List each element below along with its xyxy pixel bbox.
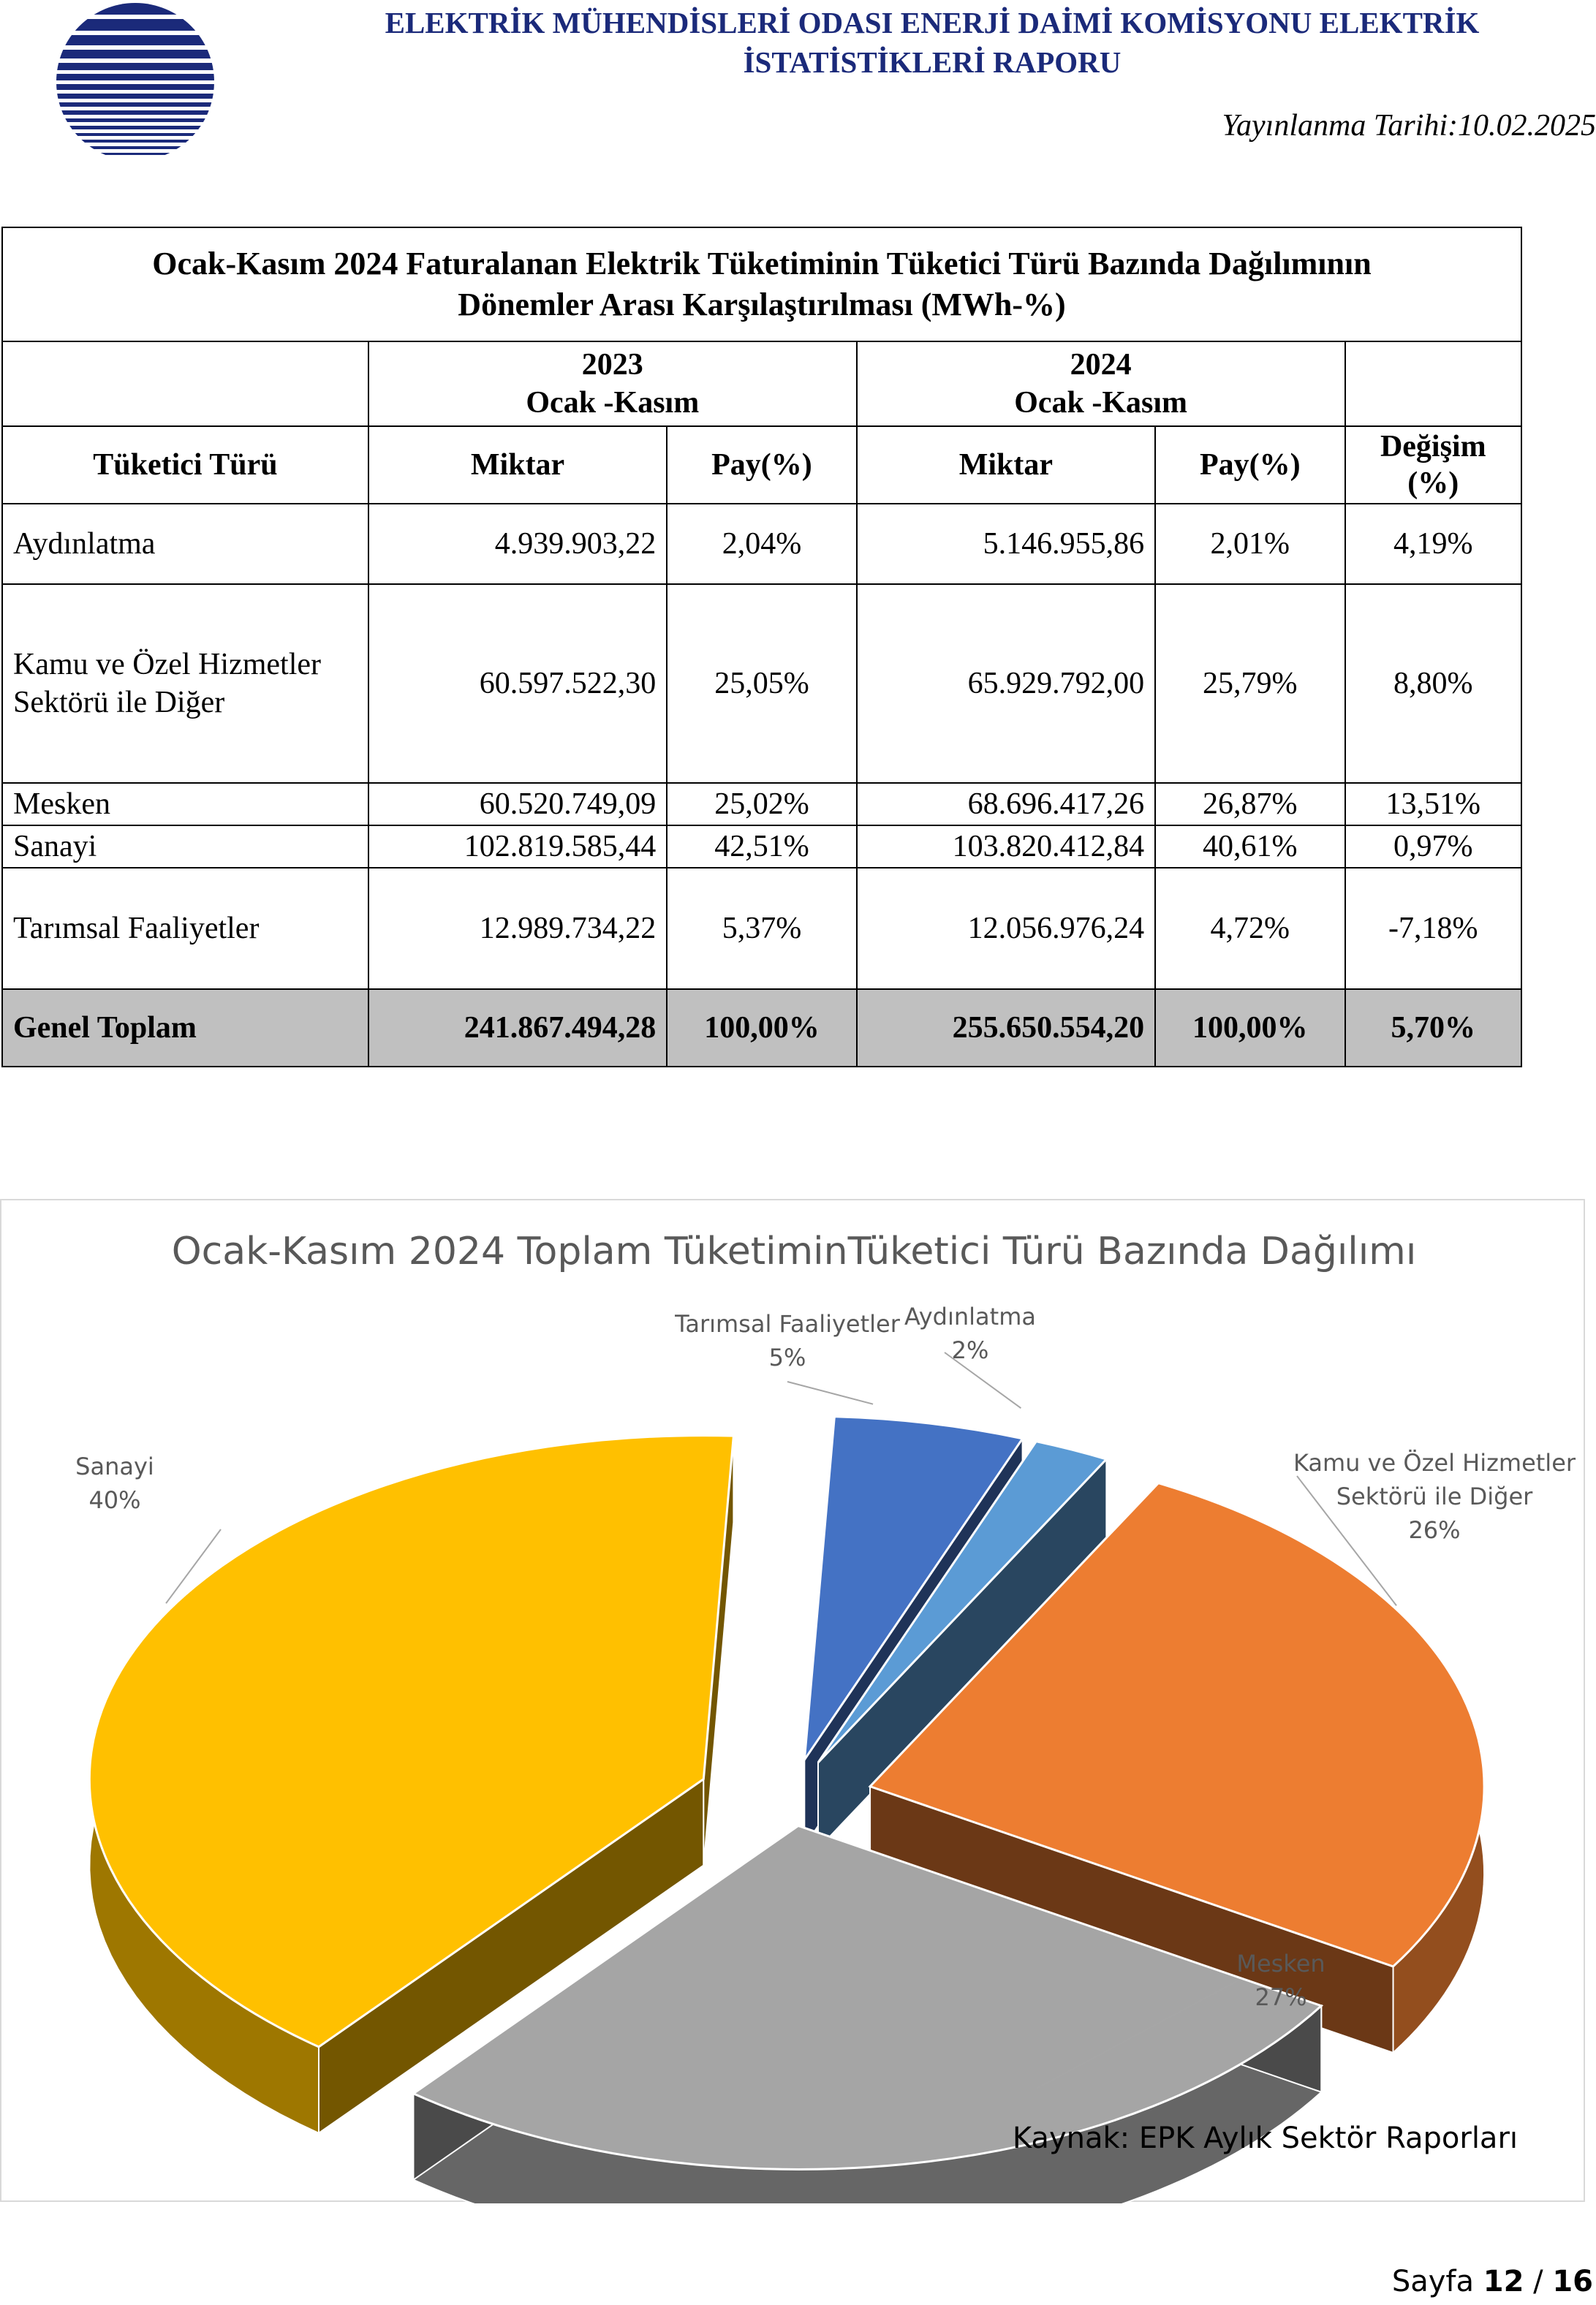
row-share-2023: 2,04%	[667, 504, 856, 584]
pie-chart-svg	[1, 1200, 1586, 2203]
table-row	[2, 825, 1521, 868]
total-change: 5,70%	[1345, 989, 1521, 1067]
row-change: 0,97%	[1345, 825, 1521, 868]
pie-chart	[0, 1199, 1585, 2202]
row-change: 13,51%	[1345, 783, 1521, 825]
row-amount-2023: 60.597.522,30	[368, 584, 667, 783]
pie-slice-label: Mesken	[1236, 1950, 1325, 1977]
row-share-2023: 42,51%	[667, 825, 856, 868]
row-type-line1: Kamu ve Özel Hizmetler	[13, 648, 321, 681]
pie-slice-label: Tarımsal Faaliyetler	[675, 1310, 900, 1338]
row-type-line1: Sanayi	[13, 830, 97, 863]
row-amount-2024: 65.929.792,00	[857, 584, 1155, 783]
emo-logo-icon	[51, 0, 219, 164]
period-2024-range: Ocak -Kasım	[1014, 386, 1188, 420]
row-amount-2024: 5.146.955,86	[857, 504, 1155, 584]
row-type	[2, 783, 368, 825]
row-amount-2024: 12.056.976,24	[857, 868, 1155, 989]
page-separator: /	[1533, 2265, 1543, 2298]
pie-slice-label: 26%	[1408, 1516, 1461, 1544]
chart-source: Kaynak: EPK Aylık Sektör Raporları	[1012, 2122, 1518, 2155]
period-empty-cell	[2, 341, 368, 426]
pie-leader-line	[787, 1382, 873, 1404]
row-change: 4,19%	[1345, 504, 1521, 584]
page-prefix: Sayfa	[1391, 2265, 1475, 2298]
total-amount-2023: 241.867.494,28	[368, 989, 667, 1067]
period-2023-header	[368, 341, 857, 426]
table-row	[2, 868, 1521, 989]
row-share-2023: 5,37%	[667, 868, 856, 989]
row-change: -7,18%	[1345, 868, 1521, 989]
row-share-2024: 40,61%	[1155, 825, 1345, 868]
row-amount-2024: 68.696.417,26	[857, 783, 1155, 825]
table-row	[2, 783, 1521, 825]
col-header-amount-2023: Miktar	[368, 426, 667, 504]
pie-slice-label: Aydınlatma	[904, 1303, 1036, 1331]
row-amount-2023: 4.939.903,22	[368, 504, 667, 584]
pie-slice-label: 40%	[88, 1486, 141, 1514]
table-row	[2, 584, 1521, 783]
total-share-2024: 100,00%	[1155, 989, 1345, 1067]
period-empty-cell-right	[1345, 341, 1521, 426]
row-type	[2, 868, 368, 989]
table-row	[2, 504, 1521, 584]
row-amount-2023: 102.819.585,44	[368, 825, 667, 868]
row-amount-2023: 12.989.734,22	[368, 868, 667, 989]
col-header-change-line2: (%)	[1407, 466, 1459, 500]
table-title-line2: Dönemler Arası Karşılaştırılması (MWh-%)	[458, 287, 1066, 322]
total-amount-2024: 255.650.554,20	[857, 989, 1155, 1067]
pie-slice-label: Sektörü ile Diğer	[1336, 1483, 1533, 1510]
pie-slice-label: Kamu ve Özel Hizmetler	[1293, 1449, 1576, 1477]
row-type	[2, 504, 368, 584]
row-type-line1: Mesken	[13, 787, 110, 821]
page-total: 16	[1552, 2265, 1593, 2298]
page-current: 12	[1483, 2265, 1524, 2298]
row-share-2024: 26,87%	[1155, 783, 1345, 825]
table-row-total	[2, 989, 1521, 1067]
row-share-2023: 25,02%	[667, 783, 856, 825]
page-number	[1392, 2265, 1593, 2298]
period-2024-header	[857, 341, 1345, 426]
total-share-2023: 100,00%	[667, 989, 856, 1067]
row-share-2024: 25,79%	[1155, 584, 1345, 783]
pie-slice-label: 27%	[1255, 1983, 1307, 2011]
pie-slice-label: Sanayi	[75, 1453, 154, 1480]
chart-title: Ocak-Kasım 2024 Toplam TüketiminTüketici Türü Bazında Dağılımı	[171, 1230, 1417, 1273]
col-header-share-2023: Pay(%)	[667, 426, 856, 504]
pie-slice-label: 2%	[951, 1336, 989, 1364]
period-2023-range: Ocak -Kasım	[526, 386, 700, 420]
row-change: 8,80%	[1345, 584, 1521, 783]
col-header-change-line1: Değişim	[1380, 430, 1486, 463]
report-title	[263, 3, 1596, 82]
pie-slice-label: 5%	[768, 1344, 806, 1371]
col-header-change	[1345, 426, 1521, 504]
col-header-amount-2024: Miktar	[857, 426, 1155, 504]
col-header-type: Tüketici Türü	[2, 426, 368, 504]
row-share-2023: 25,05%	[667, 584, 856, 783]
table-title	[2, 227, 1521, 341]
row-type-line1: Tarımsal Faaliyetler	[13, 912, 260, 945]
report-title-line2: İSTATİSTİKLERİ RAPORU	[743, 45, 1122, 79]
report-title-line1: ELEKTRİK MÜHENDİSLERİ ODASI ENERJİ DAİMİ KOMİSYONU ELEKTRİK	[385, 6, 1480, 39]
row-type-line1: Aydınlatma	[13, 527, 156, 561]
period-2024-year: 2024	[1070, 348, 1132, 382]
row-type	[2, 584, 368, 783]
publication-date: Yayınlanma Tarihi:10.02.2025	[1222, 109, 1596, 143]
row-type-line2: Sektörü ile Diğer	[13, 686, 225, 719]
row-share-2024: 2,01%	[1155, 504, 1345, 584]
row-type	[2, 825, 368, 868]
period-2023-year: 2023	[581, 348, 643, 382]
row-share-2024: 4,72%	[1155, 868, 1345, 989]
row-amount-2024: 103.820.412,84	[857, 825, 1155, 868]
consumption-table	[1, 227, 1522, 1067]
col-header-share-2024: Pay(%)	[1155, 426, 1345, 504]
row-amount-2023: 60.520.749,09	[368, 783, 667, 825]
table-title-line1: Ocak-Kasım 2024 Faturalanan Elektrik Tüketiminin Tüketici Türü Bazında Dağılımının	[152, 246, 1372, 281]
total-label: Genel Toplam	[2, 989, 368, 1067]
